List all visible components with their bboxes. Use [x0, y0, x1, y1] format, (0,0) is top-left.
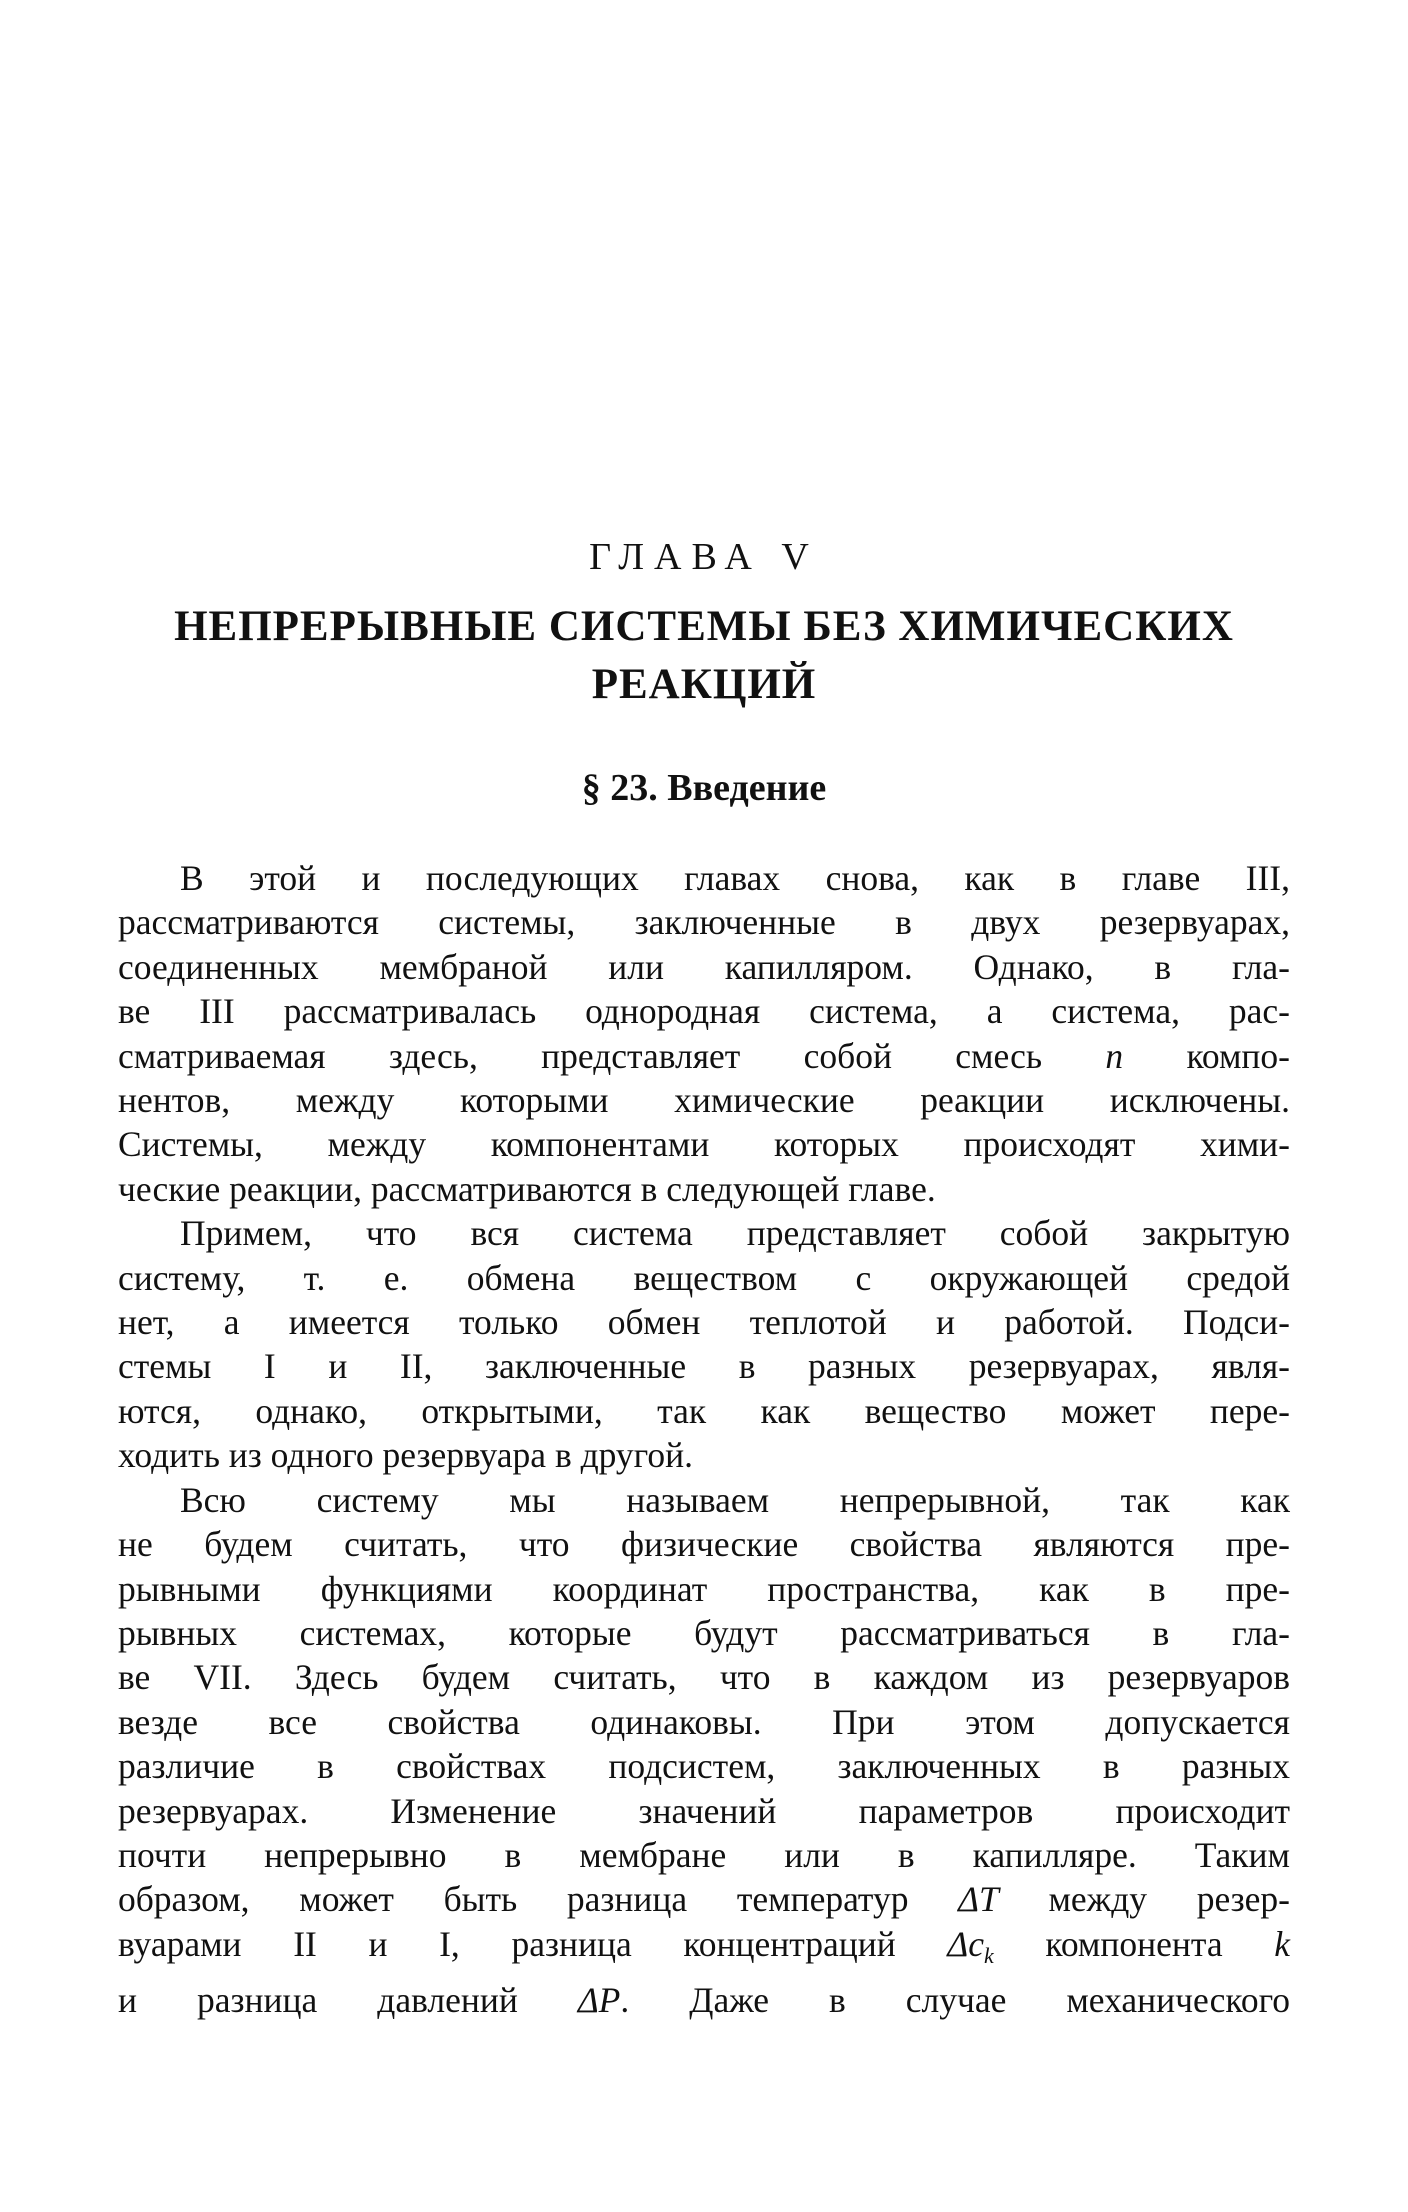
chapter-title-line: РЕАКЦИЙ	[591, 661, 817, 708]
text-segment: между резер-	[1048, 1879, 1290, 1920]
math-delta-c	[947, 1923, 994, 1968]
text-line: нет, а имеется только обмен теплотой и работой. Подси-	[118, 1302, 1290, 1343]
chapter-title	[150, 598, 1258, 714]
text-line	[118, 1922, 1290, 1978]
text-line: В этой и последующих главах снова, как в главе III,	[180, 858, 1290, 898]
text-segment: сматриваемая здесь, представляет собой смесь	[118, 1035, 1043, 1076]
text-segment: вуарами II и I, разница концентраций	[118, 1923, 896, 1964]
math-variable: k	[1274, 1923, 1291, 1964]
text-line: рывных системах, которые будут рассматриваться в гла-	[118, 1612, 1290, 1653]
math-subscript: k	[984, 1942, 994, 1968]
text-line: Примем, что вся система представляет собой закрытую	[180, 1213, 1290, 1254]
text-line: стемы I и II, заключенные в разных резервуарах, явля-	[118, 1346, 1290, 1387]
math-delta-t: ΔT	[958, 1879, 999, 1920]
text-segment: и разница давлений	[118, 1980, 518, 2021]
text-line: ходить из одного резервуара в другой.	[118, 1435, 693, 1476]
text-line: рассматриваются системы, заключенные в двух резервуарах,	[118, 902, 1290, 943]
text-segment: . Даже в случае механического	[620, 1980, 1291, 2021]
body-text	[118, 856, 1290, 2023]
text-line: Системы, между компонентами которых происходят хими-	[118, 1124, 1290, 1165]
chapter-label: ГЛАВА V	[589, 536, 819, 578]
text-line: везде все свойства одинаковы. При этом допускается	[118, 1701, 1290, 1742]
text-line: ются, однако, открытыми, так как вещество может пере-	[118, 1390, 1290, 1431]
text-segment: компо-	[1186, 1035, 1291, 1076]
text-line: систему, т. е. обмена веществом с окружающей средой	[118, 1257, 1290, 1298]
section-heading: § 23. Введение	[581, 767, 827, 809]
text-line: соединенных мембраной или капилляром. Однако, в гла-	[118, 946, 1290, 987]
text-line	[118, 1978, 1290, 2022]
text-line: нентов, между которыми химические реакции исключены.	[118, 1080, 1290, 1121]
math-delta-p: ΔP	[577, 1980, 621, 2021]
text-line: ве III рассматривалась однородная система, а система, рас-	[118, 991, 1290, 1032]
text-line: Всю систему мы называем непрерывной, так как	[180, 1479, 1290, 1520]
chapter-title-line: НЕПРЕРЫВНЫЕ СИСТЕМЫ БЕЗ ХИМИЧЕСКИХ	[174, 603, 1234, 650]
text-line: ческие реакции, рассматриваются в следующей главе.	[118, 1168, 936, 1209]
math-delta-c-base: Δc	[947, 1923, 984, 1964]
text-segment: образом, может быть разница температур	[118, 1879, 909, 1920]
text-line: ве VII. Здесь будем считать, что в каждом из резервуаров	[118, 1657, 1290, 1698]
text-line: рывными функциями координат пространства, как в пре-	[118, 1568, 1290, 1609]
text-segment: компонента	[1045, 1923, 1223, 1964]
text-line: почти непрерывно в мембране или в капилляре. Таким	[118, 1834, 1290, 1875]
text-line: резервуарах. Изменение значений параметров происходит	[118, 1790, 1290, 1831]
text-line: различие в свойствах подсистем, заключенных в разных	[118, 1746, 1290, 1787]
math-variable: n	[1105, 1035, 1124, 1076]
text-line: не будем считать, что физические свойства являются пре-	[118, 1524, 1290, 1565]
text-line	[118, 1877, 1290, 1921]
text-line	[118, 1034, 1290, 1078]
